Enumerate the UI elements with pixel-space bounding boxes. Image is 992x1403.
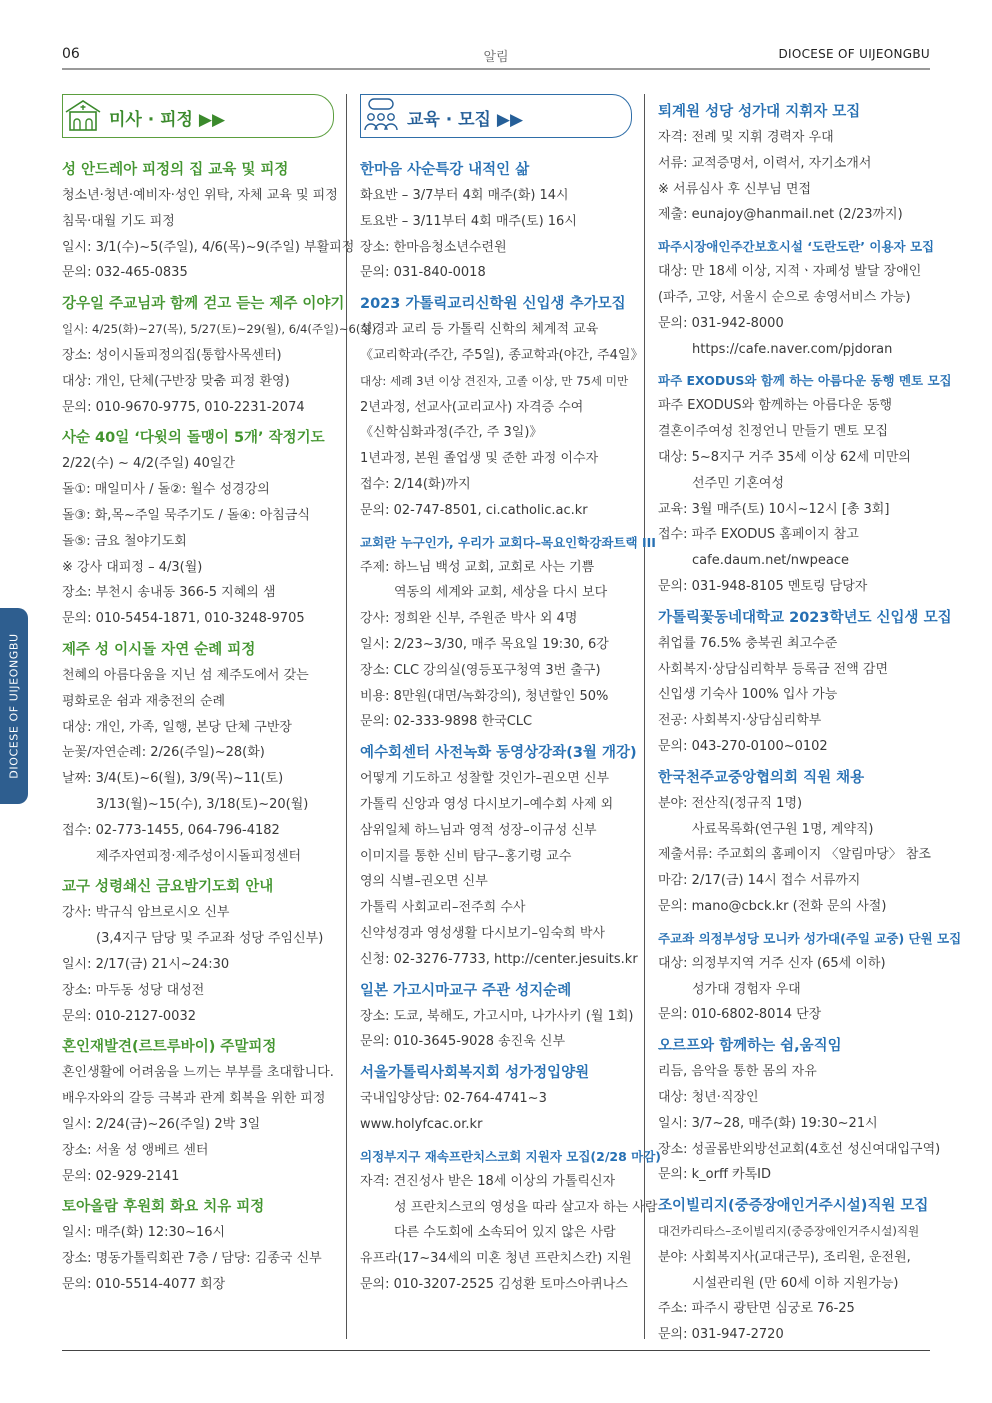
notice-line: 문의: 010-3207-2525 김성환 토마스아퀴나스 <box>360 1276 628 1292</box>
notice-line: 분야: 사회복지사(교대근무), 조리원, 운전원, <box>658 1249 911 1265</box>
notice-line: 대상: 개인, 단체(구반장 맞춤 피정 환영) <box>62 373 290 389</box>
notice-line: cafe.daum.net/nwpeace <box>692 553 850 569</box>
side-tab-label: DIOCESE OF UIJEONGBU <box>7 633 21 779</box>
notice-item <box>62 1035 334 1189</box>
notice-item <box>360 741 638 972</box>
notice-line: 문의: 032-465-0835 <box>62 265 188 281</box>
notice-item <box>62 426 334 632</box>
notice-line: 영의 식별–권오면 신부 <box>360 874 488 890</box>
notice-line: 날짜: 3/4(토)~6(월), 3/9(목)~11(토) <box>62 771 284 787</box>
notice-item <box>360 292 644 523</box>
notice-title: 사순 40일 ‘다윗의 돌맹이 5개’ 작정기도 <box>62 430 325 447</box>
notice-line: 대상: 5~8지구 거주 35세 이상 62세 미만의 <box>658 449 911 465</box>
notice-item <box>62 1195 334 1297</box>
notice-line: 문의: k_orff 카톡ID <box>658 1167 772 1183</box>
notice-line: 분야: 전산직(정규직 1명) <box>658 795 803 811</box>
notice-line: 문의: 010-2127-0032 <box>62 1008 196 1024</box>
notice-line: 대상: 만 18세 이상, 지적ㆍ자폐성 발달 장애인 <box>658 264 922 280</box>
notice-line: 청소년·청년·예비자·성인 위탁, 자체 교육 및 피정 <box>62 188 338 203</box>
notice-line: 비용: 8만원(대면/녹화강의), 청년할인 50% <box>360 688 609 704</box>
notice-line: 일시: 2/17(금) 21시~24:30 <box>62 956 230 972</box>
notice-line: 장소: 명동가톨릭회관 7층 / 담당: 김종국 신부 <box>62 1251 322 1267</box>
notice-line: 취업률 76.5% 충북권 최고수준 <box>658 635 838 651</box>
notice-line: 일시: 2/24(금)~26(주일) 2박 3일 <box>62 1116 261 1132</box>
notice-line: 마감: 2/17(금) 14시 접수 서류까지 <box>658 873 861 889</box>
notice-line: 성가대 경험자 우대 <box>692 981 801 997</box>
notice-line: 문의: 010-5454-1871, 010-3248-9705 <box>62 611 305 627</box>
notice-line: 가톨릭 사회교리–전주희 수사 <box>360 900 526 916</box>
notice-item <box>658 1194 930 1348</box>
notice-line: 장소: 성이시돌피정의집(통합사목센터) <box>62 347 282 363</box>
notice-line: 침묵·대월 기도 피정 <box>62 213 175 229</box>
notice-line: 토요반 – 3/11부터 4회 매주(토) 16시 <box>360 213 577 229</box>
notice-line: 서류: 교적증명서, 이력서, 자기소개서 <box>658 155 872 171</box>
notice-title: 의정부지구 재속프란치스코회 지원자 모집(2/28 마감) <box>360 1148 661 1164</box>
notice-line: 문의: 031-942-8000 <box>658 315 784 331</box>
column-divider <box>346 94 347 1339</box>
notice-title: 제주 성 이시돌 자연 순례 피정 <box>62 641 256 658</box>
notice-line: ※ 강사 대피정 – 4/3(월) <box>62 559 203 575</box>
page-number: 06 <box>62 46 80 62</box>
people-group-icon <box>361 97 401 133</box>
notice-line: 교육: 3월 매주(토) 10시~12시 [총 3회] <box>658 501 890 517</box>
column-education-recruit <box>360 94 661 1298</box>
notice-item <box>658 234 935 362</box>
notice-line: 성경과 교리 등 가톨릭 신학의 체계적 교육 <box>360 322 599 338</box>
notice-title: 가톨릭꽃동네대학교 2023학년도 신입생 모집 <box>658 609 952 626</box>
notice-line: 전공: 사회복지·상담심리학부 <box>658 713 822 729</box>
notice-line: 일시: 3/1(수)~5(주일), 4/6(목)~9(주일) 부활피정 <box>62 239 355 255</box>
section-label: 알림 <box>483 50 509 65</box>
notice-line: 일시: 매주(화) 12:30~16시 <box>62 1225 226 1241</box>
notice-item <box>658 606 952 760</box>
notice-title: 토아올람 후원회 화요 치유 피정 <box>62 1199 265 1216</box>
notice-line: 결혼이주여성 친정언니 만들기 멘토 모집 <box>658 424 889 440</box>
notice-line: 장소: 성골롬반외방선교회(4호선 성신여대입구역) <box>658 1141 941 1157</box>
notice-line: ※ 서류심사 후 신부님 면접 <box>658 181 812 197</box>
notice-line: 역동의 세계와 교회, 세상을 다시 보다 <box>394 585 608 601</box>
notice-line: 문의: 02-333-9898 한국CLC <box>360 714 533 730</box>
notice-line: 배우자와의 갈등 극복과 관계 회복을 위한 피정 <box>62 1091 326 1107</box>
notice-line: 1년과정, 본원 졸업생 및 준한 과정 이수자 <box>360 451 599 467</box>
notice-title: 일본 가고시마교구 주관 성지순례 <box>360 982 572 999</box>
notice-line: 문의: 010-9670-9775, 010-2231-2074 <box>62 399 305 415</box>
section-title: 미사 · 피정 ▶▶ <box>109 110 226 130</box>
notice-item <box>658 100 930 228</box>
page-header <box>62 44 930 66</box>
notice-item <box>658 926 962 1028</box>
column-recruit-continued <box>658 94 962 1348</box>
notice-line: 3/13(월)~15(수), 3/18(토)~20(월) <box>96 796 309 812</box>
notice-line: 문의: 010-6802-8014 단장 <box>658 1007 822 1023</box>
notice-line: 장소: CLC 강의실(영등포구청역 3번 출구) <box>360 662 601 678</box>
section-header-education <box>360 94 632 138</box>
notice-line: 2/22(수) ~ 4/2(주일) 40일간 <box>62 456 236 472</box>
notice-title: 주교좌 의정부성당 모니카 성가대(주일 교중) 단원 모집 <box>658 930 962 946</box>
notice-item <box>360 158 632 286</box>
notice-line: 제주자연피정·제주성이시돌피정센터 <box>96 848 302 864</box>
notice-title: 퇴계원 성당 성가대 지휘자 모집 <box>658 104 861 120</box>
notice-line: 대상: 청년·직장인 <box>658 1089 759 1105</box>
notice-line: 일시: 4/25(화)~27(목), 5/27(토)~29(월), 6/4(주일)~6(화) <box>62 322 377 337</box>
notice-line: 《신학심화과정(주간, 주 3일)》 <box>360 425 543 441</box>
notice-line: 다른 수도회에 소속되어 있지 않은 사람 <box>394 1225 616 1241</box>
notice-line: 자격: 견진성사 받은 18세 이상의 가톨릭신자 <box>360 1173 616 1189</box>
notice-item <box>658 766 930 920</box>
notice-line: 일시: 2/23~3/30, 매주 목요일 19:30, 6강 <box>360 636 609 652</box>
notice-title: 성 안드레아 피정의 집 교육 및 피정 <box>62 162 289 178</box>
notice-line: 장소: 부천시 송내동 366-5 지혜의 샘 <box>62 585 276 601</box>
notice-line: 이미지를 통한 신비 탐구–홍기령 교수 <box>360 848 572 864</box>
notice-title: 오르프와 함께하는 쉼,움직임 <box>658 1038 842 1055</box>
notice-line: 장소: 도쿄, 북해도, 가고시마, 나가사키 (월 1회) <box>360 1008 634 1024</box>
notice-line: 접수: 02-773-1455, 064-796-4182 <box>62 822 280 838</box>
notice-line: 돌③: 화,목~주일 묵주기도 / 돌④: 아침금식 <box>62 507 310 523</box>
notice-title: 파주 EXODUS와 함께 하는 아름다운 동행 멘토 모집 <box>658 373 952 389</box>
notice-title: 교회란 누구인가, 우리가 교회다–목요인학강좌트랙 III <box>360 534 656 550</box>
notice-line: 주제: 하느님 백성 교회, 교회로 사는 기쁨 <box>360 559 595 575</box>
notice-line: 장소: 마두동 성당 대성전 <box>62 982 205 998</box>
notice-item <box>62 875 334 1029</box>
notice-line: 혼인생활에 어려움을 느끼는 부부를 초대합니다. <box>62 1065 334 1081</box>
notice-line: 대상: 세례 3년 이상 견진자, 고졸 이상, 만 75세 미만 <box>360 373 629 388</box>
notice-line: 주소: 파주시 광탄면 심궁로 76-25 <box>658 1301 855 1317</box>
church-icon <box>63 97 103 133</box>
notice-item <box>360 1061 632 1138</box>
notice-title: 한마음 사순특강 내적인 삶 <box>360 162 530 178</box>
notice-line: 선주민 기혼여성 <box>692 475 785 491</box>
notice-line: www.holyfcac.or.kr <box>360 1116 483 1132</box>
notice-line: 천혜의 아름다움을 지닌 섬 제주도에서 갖는 <box>62 667 309 683</box>
notice-title: 파주시장애인주간보호시설 ‘도란도란’ 이용자 모집 <box>658 239 935 255</box>
notice-line: 대상: 개인, 가족, 일행, 본당 단체 구반장 <box>62 719 292 735</box>
notice-line: 눈꽃/자연순례: 2/26(주일)~28(화) <box>62 745 265 761</box>
notice-item <box>360 530 656 736</box>
notice-title: 강우일 주교님과 함께 걷고 듣는 제주 이야기 <box>62 296 345 313</box>
notice-line: (파주, 고양, 서울시 순으로 송영서비스 가능) <box>658 289 911 305</box>
notice-line: 삼위일체 하느님과 영적 성장–이규성 신부 <box>360 822 597 838</box>
notice-line: 장소: 한마음청소년수련원 <box>360 239 507 255</box>
notice-line: (3,4지구 담당 및 주교좌 성당 주임신부) <box>96 931 324 947</box>
notice-line: 접수: 2/14(화)까지 <box>360 476 471 492</box>
footer-divider <box>62 1350 930 1351</box>
notice-line: 가톨릭 신앙과 영성 다시보기–예수회 사제 외 <box>360 796 614 812</box>
notice-line: 사료목록화(연구원 1명, 계약직) <box>692 821 874 837</box>
notice-line: 접수: 파주 EXODUS 홈페이지 참고 <box>658 527 859 543</box>
section-header-mass <box>62 94 334 138</box>
notice-line: 《교리학과(주간, 주5일), 종교학과(야간, 주4일》 <box>360 347 644 363</box>
notice-line: 문의: 031-948-8105 멘토링 담당자 <box>658 578 868 594</box>
notice-item <box>62 638 334 869</box>
notice-item <box>62 158 355 286</box>
notice-item <box>360 1144 661 1298</box>
side-tab <box>0 608 28 804</box>
notice-title: 교구 성령쇄신 금요밤기도회 안내 <box>62 879 274 896</box>
notice-line: 제출: eunajoy@hanmail.net (2/23까지) <box>658 207 903 223</box>
notice-title: 혼인재발견(르트루바이) 주말피정 <box>62 1039 277 1056</box>
notice-title: 조이빌리지(중증장애인거주시설)직원 모집 <box>658 1198 929 1215</box>
notice-item <box>360 979 632 1056</box>
notice-item <box>62 292 377 420</box>
section-title: 교육 · 모집 ▶▶ <box>407 110 524 130</box>
notice-line: 파주 EXODUS와 함께하는 아름다운 동행 <box>658 398 893 414</box>
notice-line: 화요반 – 3/7부터 4회 매주(화) 14시 <box>360 188 569 203</box>
header-divider <box>62 68 930 70</box>
notice-line: 문의: 010-3645-9028 송진욱 신부 <box>360 1034 566 1050</box>
notice-line: 돌⑤: 금요 철야기도회 <box>62 533 187 549</box>
notice-line: 대건카리타스–조이빌리지(중증장애인거주시설)직원 <box>658 1224 920 1239</box>
notice-line: 일시: 3/7~28, 매주(화) 19:30~21시 <box>658 1115 878 1131</box>
notice-title: 2023 가톨릭교리신학원 신입생 추가모집 <box>360 296 626 313</box>
publication-name: DIOCESE OF UIJEONGBU <box>778 47 930 61</box>
notice-line: 사회복지·상담심리학부 등록금 전액 감면 <box>658 661 889 677</box>
notice-line: 2년과정, 선교사(교리교사) 자격증 수여 <box>360 399 584 415</box>
notice-line: 신청: 02-3276-7733, http://center.jesuits.kr <box>360 951 638 967</box>
notice-line: 문의: 031-840-0018 <box>360 265 486 281</box>
notice-line: 국내입양상담: 02-764-4741~3 <box>360 1091 547 1107</box>
column-mass-retreat <box>62 94 377 1298</box>
notice-line: 유프라(17~34세의 미혼 청년 프란치스칸) 지원 <box>360 1251 632 1267</box>
notice-line: 시설관리원 (만 60세 이하 지원가능) <box>692 1275 899 1291</box>
notice-line: 강사: 정희완 신부, 주원준 박사 외 4명 <box>360 611 578 627</box>
notice-line: 문의: 010-5514-4077 회장 <box>62 1276 226 1292</box>
notice-line: 문의: 02-929-2141 <box>62 1168 180 1184</box>
notice-line: https://cafe.naver.com/pjdoran <box>692 341 893 357</box>
notice-item <box>658 368 952 599</box>
notice-item <box>658 1034 941 1188</box>
notice-line: 장소: 서울 성 앵베르 센터 <box>62 1142 209 1158</box>
notice-title: 예수회센터 사전녹화 동영상강좌(3월 개강) <box>360 745 637 762</box>
notice-line: 리듬, 음악을 통한 몸의 자유 <box>658 1064 817 1080</box>
notice-line: 문의: 02-747-8501, ci.catholic.ac.kr <box>360 502 588 518</box>
notice-line: 신입생 기숙사 100% 입사 가능 <box>658 687 838 703</box>
notice-line: 제출서류: 주교회의 홈페이지 〈알림마당〉 참조 <box>658 847 931 863</box>
notice-line: 대상: 의정부지역 거주 신자 (65세 이하) <box>658 955 886 971</box>
notice-line: 문의: mano@cbck.kr (전화 문의 사절) <box>658 898 887 914</box>
notice-line: 돌①: 매일미사 / 돌②: 월수 성경강의 <box>62 482 270 498</box>
notice-line: 문의: 031-947-2720 <box>658 1327 784 1343</box>
notice-line: 문의: 043-270-0100~0102 <box>658 738 828 754</box>
notice-line: 성 프란치스코의 영성을 따라 살고자 하는 사람 <box>394 1199 658 1215</box>
notice-line: 평화로운 쉼과 재충전의 순례 <box>62 693 226 709</box>
notice-line: 강사: 박규식 암브로시오 신부 <box>62 905 230 921</box>
notice-title: 한국천주교중앙협의회 직원 채용 <box>658 769 865 786</box>
notice-line: 어떻게 기도하고 성찰할 것인가–권오면 신부 <box>360 771 610 787</box>
notice-line: 자격: 전례 및 지휘 경력자 우대 <box>658 130 834 145</box>
notice-title: 서울가톨릭사회복지회 성가정입양원 <box>360 1065 590 1082</box>
notice-line: 신약성경과 영성생활 다시보기–임숙희 박사 <box>360 925 605 941</box>
